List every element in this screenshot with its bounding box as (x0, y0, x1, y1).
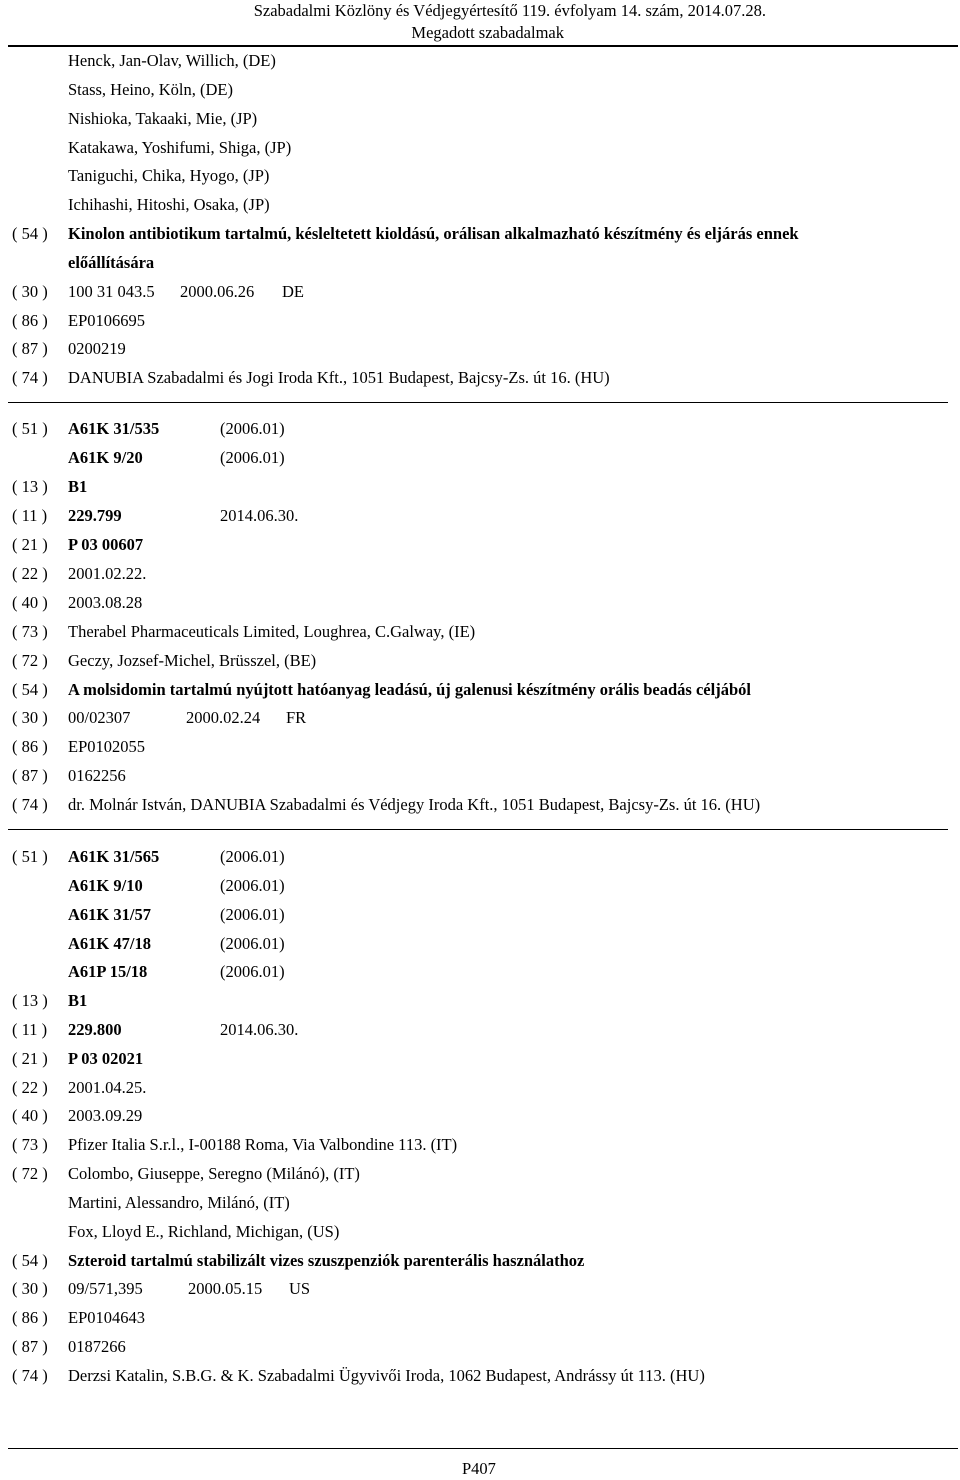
page-number: P407 (462, 1459, 496, 1478)
footer-rule (8, 1448, 958, 1449)
page-header-journal: Szabadalmi Közlöny és Védjegyértesítő 119. évfolyam 14. szám, 2014.07.28. (253, 1, 766, 20)
page-header-section: Megadott szabadalmak (411, 23, 564, 42)
entry-divider (8, 829, 948, 830)
entry-divider (8, 402, 948, 403)
